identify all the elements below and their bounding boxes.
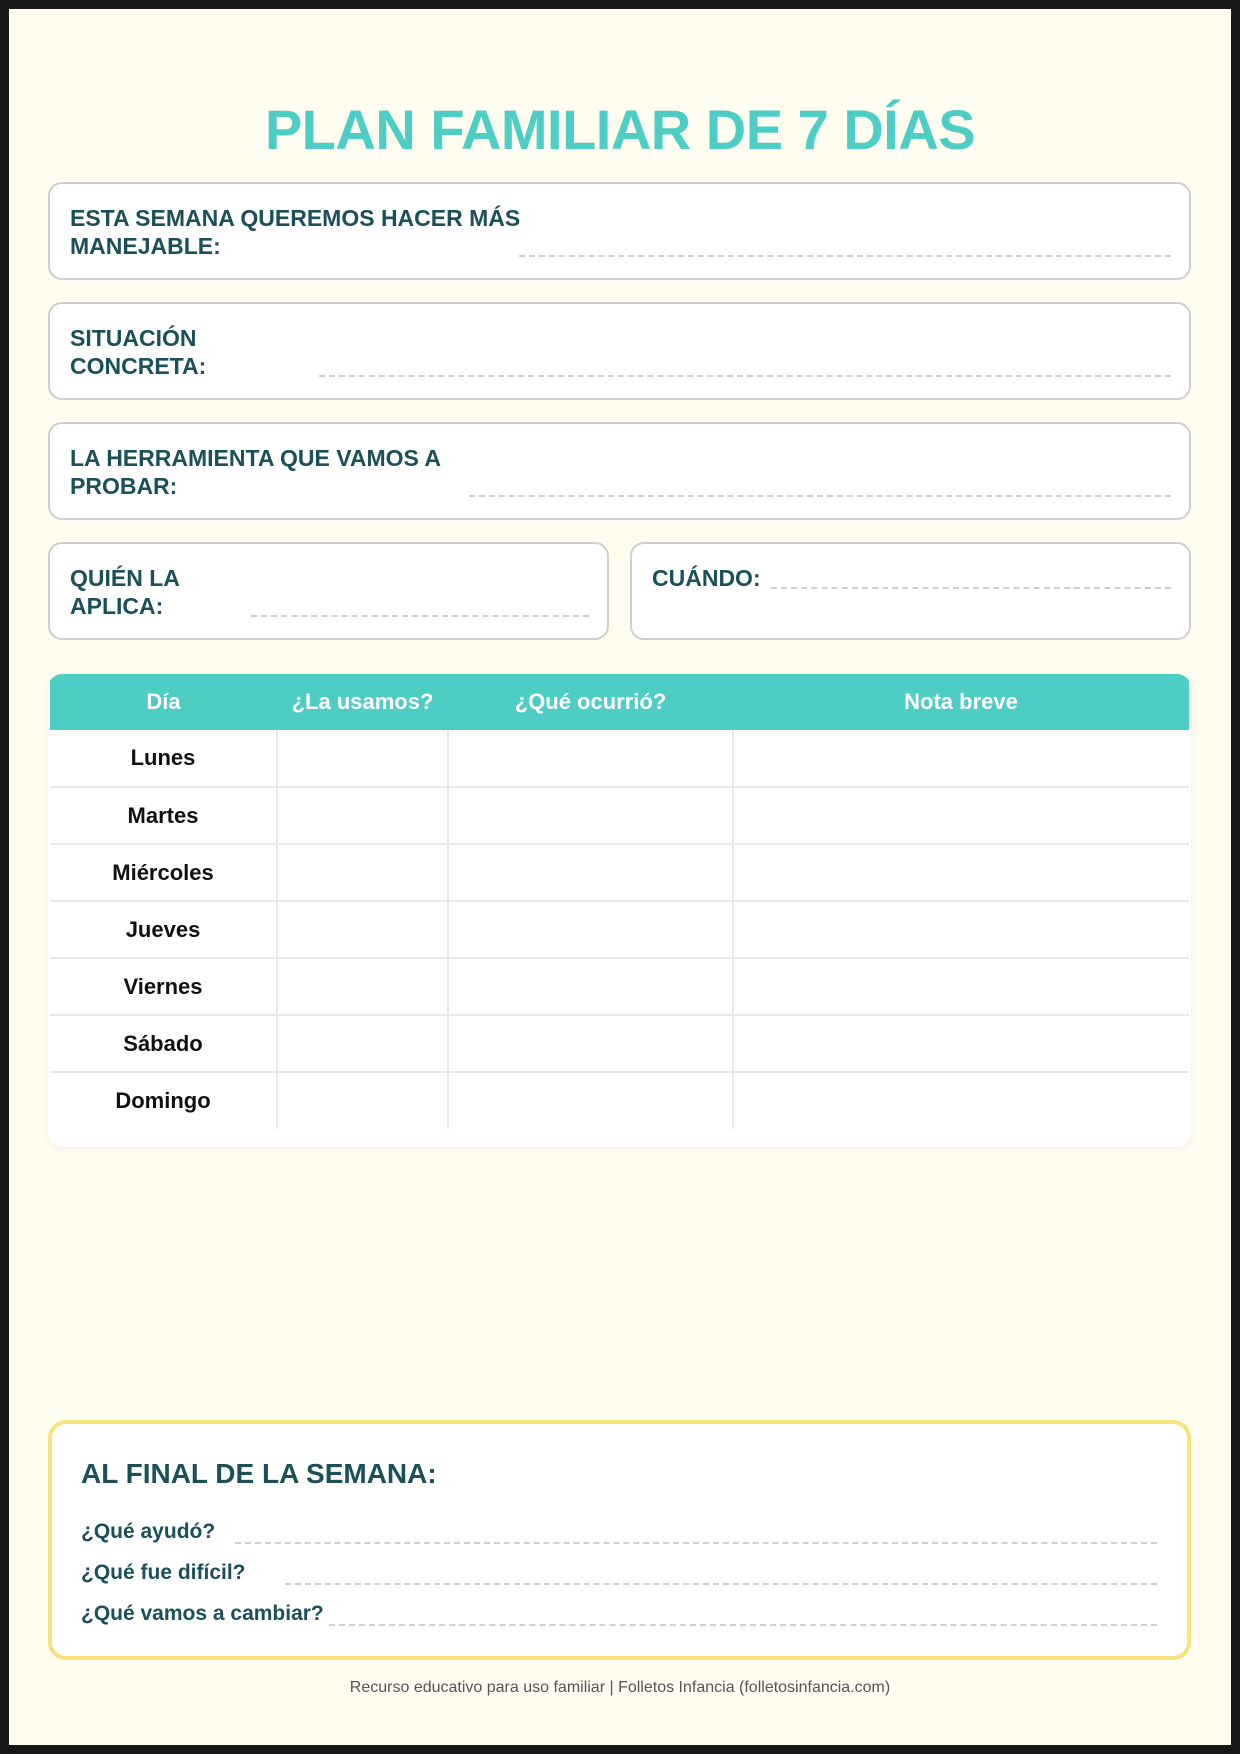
used-cell[interactable] [277,1072,448,1129]
question-what-helped: ¿Qué ayudó? [81,1520,216,1543]
what-helped-write-line[interactable] [235,1542,1157,1544]
table-row [50,958,1189,1015]
note-cell[interactable] [733,730,1189,787]
when-write-line[interactable] [771,587,1171,589]
used-cell[interactable] [277,844,448,901]
who-write-line[interactable] [251,615,589,617]
who-label: QUIÉN LA APLICA: [70,565,180,619]
situation-write-line[interactable] [319,375,1171,377]
used-cell[interactable] [277,787,448,844]
used-cell[interactable] [277,1015,448,1072]
note-cell[interactable] [733,958,1189,1015]
tracking-table [48,674,1191,1147]
what-happened-cell[interactable] [448,901,733,958]
table-row [50,1072,1189,1129]
what-happened-cell[interactable] [448,787,733,844]
page-title: PLAN FAMILIAR DE 7 DÍAS [264,98,976,161]
what-to-change-write-line[interactable] [329,1624,1157,1626]
tool-write-line[interactable] [469,495,1171,497]
table-row [50,787,1189,844]
what-happened-cell[interactable] [448,958,733,1015]
column-header-used: ¿La usamos? [277,674,448,730]
what-was-hard-write-line[interactable] [285,1583,1157,1585]
day-cell: Viernes [50,958,277,1015]
question-what-to-change: ¿Qué vamos a cambiar? [81,1602,324,1625]
end-of-week-box [48,1420,1191,1660]
note-cell[interactable] [733,1015,1189,1072]
what-happened-cell[interactable] [448,1072,733,1129]
day-cell: Miércoles [50,844,277,901]
column-header-day: Día [50,674,277,730]
table-row [50,730,1189,787]
week-table [50,674,1189,1129]
table-row [50,1015,1189,1072]
goal-field [48,182,1191,280]
when-field [630,542,1191,640]
what-happened-cell[interactable] [448,844,733,901]
tool-field [48,422,1191,520]
summary-title: AL FINAL DE LA SEMANA: [81,1458,437,1489]
column-header-short-note: Nota breve [733,674,1189,730]
tool-label: LA HERRAMIENTA QUE VAMOS A PROBAR: [70,445,441,499]
question-what-was-hard: ¿Qué fue difícil? [81,1561,246,1584]
day-cell: Domingo [50,1072,277,1129]
footer-credit: Recurso educativo para uso familiar | Folletos Infancia (folletosinfancia.com) [349,1679,891,1696]
what-happened-cell[interactable] [448,730,733,787]
note-cell[interactable] [733,787,1189,844]
worksheet-page [9,9,1231,1745]
table-header-row [50,674,1189,730]
day-cell: Sábado [50,1015,277,1072]
day-cell: Martes [50,787,277,844]
used-cell[interactable] [277,901,448,958]
used-cell[interactable] [277,958,448,1015]
goal-write-line[interactable] [519,255,1171,257]
note-cell[interactable] [733,844,1189,901]
table-row [50,901,1189,958]
note-cell[interactable] [733,901,1189,958]
table-row [50,844,1189,901]
what-happened-cell[interactable] [448,1015,733,1072]
who-field [48,542,609,640]
day-cell: Lunes [50,730,277,787]
situation-field [48,302,1191,400]
column-header-what-happened: ¿Qué ocurrió? [448,674,733,730]
situation-label: SITUACIÓN CONCRETA: [70,325,207,379]
when-label: CUÁNDO: [652,565,761,591]
note-cell[interactable] [733,1072,1189,1129]
used-cell[interactable] [277,730,448,787]
goal-label: ESTA SEMANA QUEREMOS HACER MÁS MANEJABLE: [70,205,521,259]
day-cell: Jueves [50,901,277,958]
